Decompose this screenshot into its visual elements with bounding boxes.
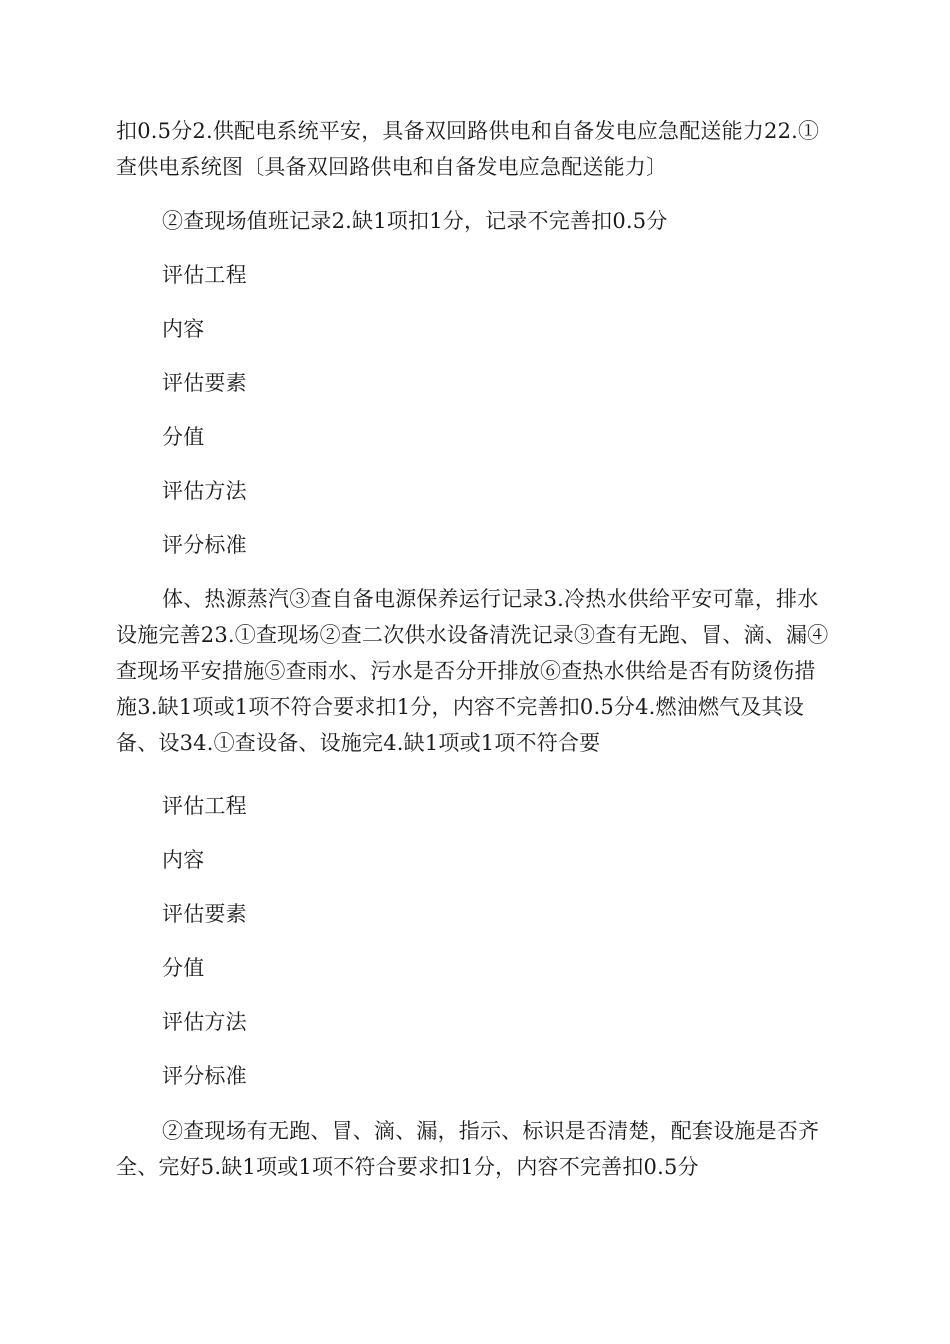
- paragraph-water-supply: 体、热源蒸汽③查自备电源保养运行记录3.冷热水供给平安可靠，排水设施完善23.①查现场②查二次供水设备清洗记录③查有无跑、冒、滴、漏④查现场平安措施⑤查雨水、污水是否分开排放⑥查热水供给是否有防烫伤措施3.缺1项或1项不符合要求扣1分，内容不完善扣0.5分4.燃油燃气及其设备、设34.①查设备、设施完4.缺1项或1项不符合要: [116, 587, 829, 755]
- header-label-content: 内容: [162, 848, 205, 872]
- header-label-elements: 评估要素: [162, 902, 247, 926]
- header-label-elements: 评估要素: [162, 371, 247, 395]
- header-label-item: 评估工程: [162, 794, 247, 818]
- header-label-score: 分值: [162, 425, 205, 449]
- header-label-score: 分值: [162, 956, 205, 980]
- header-label-method: 评估方法: [162, 1010, 247, 1034]
- header-label-content: 内容: [162, 317, 205, 341]
- header-label-item: 评估工程: [162, 263, 247, 287]
- header-label-standard: 评分标准: [162, 533, 247, 557]
- header-label-method: 评估方法: [162, 479, 247, 503]
- paragraph-power-supply: 扣0.5分2.供配电系统平安，具备双回路供电和自备发电应急配送能力22.①查供电系统图〔具备双回路供电和自备发电应急配送能力〕: [116, 119, 820, 179]
- paragraph-duty-record: ②查现场值班记录2.缺1项扣1分，记录不完善扣0.5分: [162, 209, 668, 233]
- paragraph-fuel-equipment: ②查现场有无跑、冒、滴、漏，指示、标识是否清楚，配套设施是否齐全、完好5.缺1项或1项不符合要求扣1分，内容不完善扣0.5分: [116, 1119, 820, 1179]
- header-label-standard: 评分标准: [162, 1064, 247, 1088]
